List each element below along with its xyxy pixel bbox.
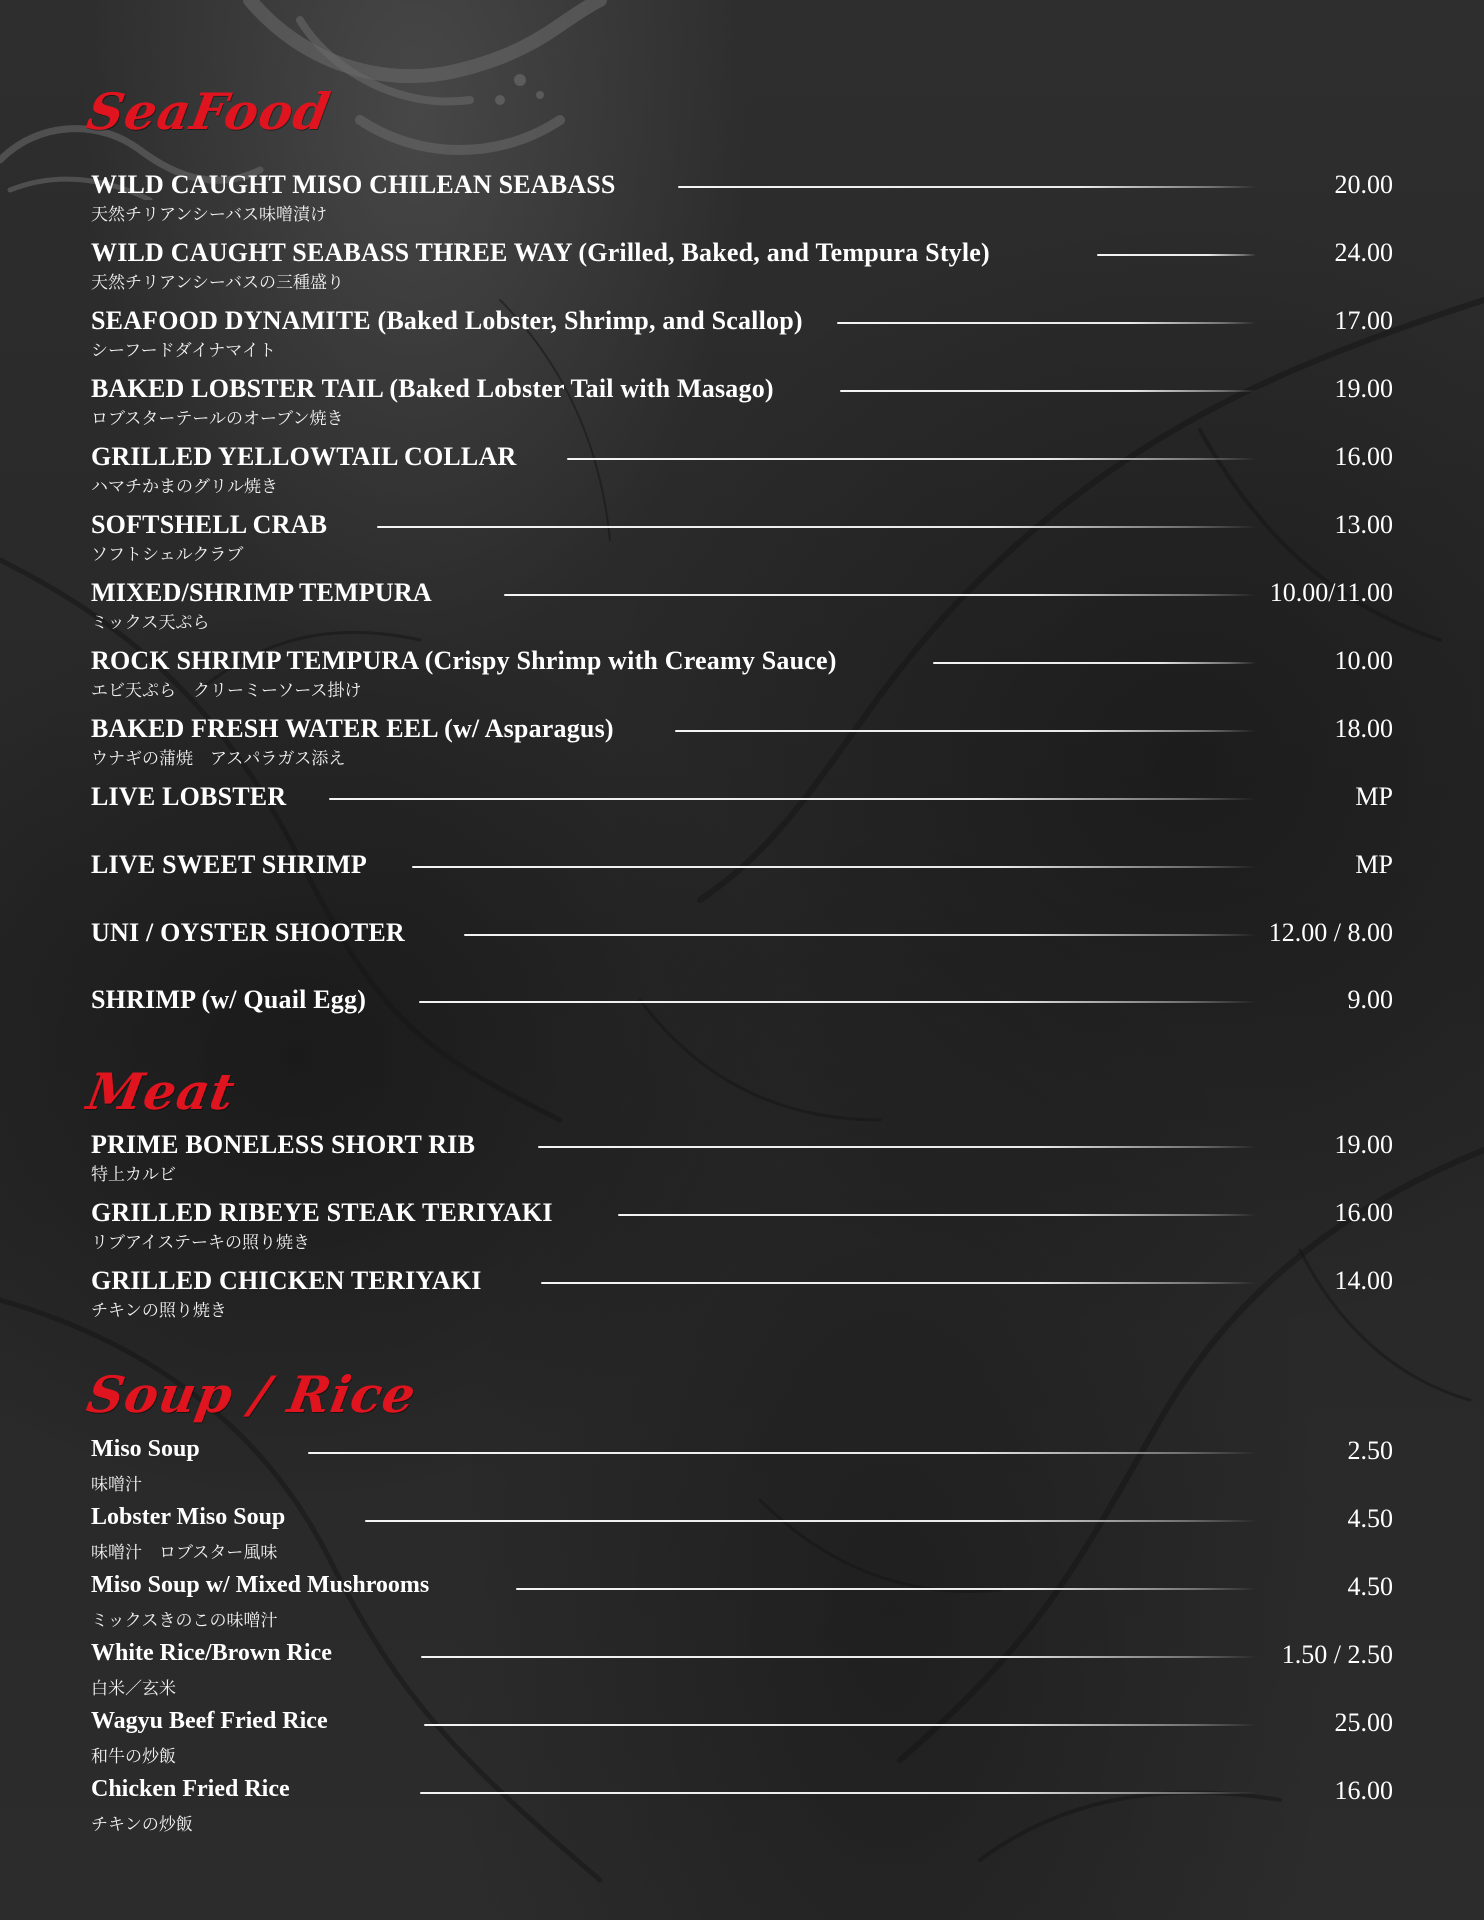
leader-line (412, 866, 1256, 868)
leader-line (675, 730, 1256, 732)
leader-line (541, 1282, 1256, 1284)
menu-item-name: MIXED/SHRIMP TEMPURA (91, 578, 432, 607)
menu-item-price: 12.00 / 8.00 (1268, 918, 1393, 947)
menu-item (91, 918, 1393, 978)
menu-item-price: 19.00 (1334, 374, 1393, 403)
menu-item-name: LIVE SWEET SHRIMP (91, 850, 367, 879)
leader-line (420, 1792, 1256, 1794)
menu-item-japanese-name: 味噌汁 ロブスター風味 (91, 1543, 278, 1563)
section-title-soup-rice: Soup / Rice (82, 1365, 421, 1424)
leader-line (837, 322, 1256, 324)
menu-item-japanese-name: エビ天ぷら クリーミーソース掛け (91, 681, 362, 701)
menu-item-price: 19.00 (1334, 1130, 1393, 1159)
menu-item-price: 10.00 (1334, 646, 1393, 675)
menu-item (91, 850, 1393, 910)
menu-item (91, 1708, 1393, 1768)
menu-item (91, 646, 1393, 706)
leader-line (840, 390, 1256, 392)
menu-item (91, 238, 1393, 298)
menu-item-name: LIVE LOBSTER (91, 782, 287, 811)
menu-item-name: GRILLED CHICKEN TERIYAKI (91, 1266, 482, 1295)
menu-item-price: 16.00 (1334, 442, 1393, 471)
menu-item-japanese-name: 天然チリアンシーバス味噌漬け (91, 205, 328, 225)
menu-item-price: 13.00 (1334, 510, 1393, 539)
menu-item-name: GRILLED YELLOWTAIL COLLAR (91, 442, 517, 471)
menu-item-japanese-name: シーフードダイナマイト (91, 341, 276, 361)
menu-item-price: 25.00 (1334, 1708, 1393, 1737)
menu-item (91, 1504, 1393, 1564)
leader-line (424, 1724, 1256, 1726)
menu-item (91, 578, 1393, 638)
menu-item-name: PRIME BONELESS SHORT RIB (91, 1130, 476, 1159)
section-title-seafood: SeaFood (82, 82, 335, 141)
leader-line (377, 526, 1256, 528)
leader-line (365, 1520, 1256, 1522)
menu-item-price: 10.00/11.00 (1269, 578, 1393, 607)
menu-item (91, 374, 1393, 434)
menu-item-name: WILD CAUGHT SEABASS THREE WAY (Grilled, Baked, and Tempura Style) (91, 238, 990, 267)
menu-item-name: BAKED FRESH WATER EEL (w/ Asparagus) (91, 714, 614, 743)
leader-line (419, 1001, 1256, 1003)
menu-item (91, 1266, 1393, 1326)
menu-item (91, 442, 1393, 502)
menu-item-japanese-name: ハマチかまのグリル焼き (91, 477, 278, 497)
menu-item-price: 4.50 (1347, 1572, 1393, 1601)
leader-line (421, 1656, 1256, 1658)
menu-item-name: Miso Soup w/ Mixed Mushrooms (91, 1572, 430, 1598)
menu-item (91, 306, 1393, 366)
menu-item-japanese-name: ミックス天ぷら (91, 613, 210, 633)
leader-line (516, 1588, 1256, 1590)
menu-item-price: 4.50 (1347, 1504, 1393, 1533)
leader-line (308, 1452, 1256, 1454)
menu-item (91, 1436, 1393, 1496)
menu-item-name: SHRIMP (w/ Quail Egg) (91, 985, 367, 1014)
menu-item-price: MP (1355, 850, 1393, 879)
menu-item-name: SOFTSHELL CRAB (91, 510, 328, 539)
leader-line (464, 934, 1256, 936)
leader-line (1097, 254, 1256, 256)
leader-line (329, 798, 1256, 800)
menu-item (91, 1776, 1393, 1836)
menu-item (91, 1130, 1393, 1190)
menu-item (91, 1640, 1393, 1700)
menu-item-price: 16.00 (1334, 1776, 1393, 1805)
menu-item (91, 1572, 1393, 1632)
menu-item-price: 16.00 (1334, 1198, 1393, 1227)
menu-item-japanese-name: チキンの照り焼き (91, 1301, 227, 1321)
menu-item (91, 1198, 1393, 1258)
menu-item-price: 24.00 (1334, 238, 1393, 267)
menu-item-price: 17.00 (1334, 306, 1393, 335)
menu-item-price: 1.50 / 2.50 (1281, 1640, 1393, 1669)
menu-item-japanese-name: ウナギの蒲焼 アスパラガス添え (91, 749, 346, 769)
menu-item-japanese-name: 和牛の炒飯 (91, 1747, 176, 1767)
menu-item-name: UNI / OYSTER SHOOTER (91, 918, 405, 947)
menu-item-japanese-name: 天然チリアンシーバスの三種盛り (91, 273, 345, 293)
section-title-meat: Meat (82, 1062, 240, 1121)
menu-item-japanese-name: ソフトシェルクラブ (91, 545, 244, 565)
menu-item-price: 18.00 (1334, 714, 1393, 743)
menu-item (91, 714, 1393, 774)
leader-line (538, 1146, 1256, 1148)
menu-item (91, 170, 1393, 230)
menu-item (91, 782, 1393, 842)
menu-item-name: Chicken Fried Rice (91, 1776, 290, 1802)
menu-item-name: BAKED LOBSTER TAIL (Baked Lobster Tail with Masago) (91, 374, 774, 403)
menu-item-japanese-name: リブアイステーキの照り焼き (91, 1233, 310, 1253)
menu-item (91, 510, 1393, 570)
leader-line (618, 1214, 1256, 1216)
menu-item (91, 985, 1393, 1045)
menu-item-japanese-name: 味噌汁 (91, 1475, 142, 1495)
menu-item-name: GRILLED RIBEYE STEAK TERIYAKI (91, 1198, 553, 1227)
menu-item-price: 20.00 (1334, 170, 1393, 199)
menu-item-price: MP (1355, 782, 1393, 811)
menu-item-name: White Rice/Brown Rice (91, 1640, 332, 1666)
menu-item-japanese-name: 特上カルビ (91, 1165, 176, 1185)
menu-item-name: SEAFOOD DYNAMITE (Baked Lobster, Shrimp, and Scallop) (91, 306, 803, 335)
menu-item-price: 9.00 (1347, 985, 1393, 1014)
leader-line (678, 186, 1256, 188)
leader-line (933, 662, 1256, 664)
menu-item-price: 14.00 (1334, 1266, 1393, 1295)
menu-item-name: Wagyu Beef Fried Rice (91, 1708, 328, 1734)
menu-item-japanese-name: ミックスきのこの味噌汁 (91, 1611, 278, 1631)
leader-line (504, 594, 1256, 596)
menu-item-japanese-name: チキンの炒飯 (91, 1815, 193, 1835)
menu-item-name: Miso Soup (91, 1436, 200, 1462)
menu-item-price: 2.50 (1347, 1436, 1393, 1465)
menu-item-name: Lobster Miso Soup (91, 1504, 286, 1530)
menu-item-name: ROCK SHRIMP TEMPURA (Crispy Shrimp with Creamy Sauce) (91, 646, 837, 675)
menu-item-name: WILD CAUGHT MISO CHILEAN SEABASS (91, 170, 616, 199)
menu-item-japanese-name: 白米／玄米 (91, 1679, 176, 1699)
leader-line (567, 458, 1256, 460)
menu-item-japanese-name: ロブスターテールのオーブン焼き (91, 409, 344, 429)
